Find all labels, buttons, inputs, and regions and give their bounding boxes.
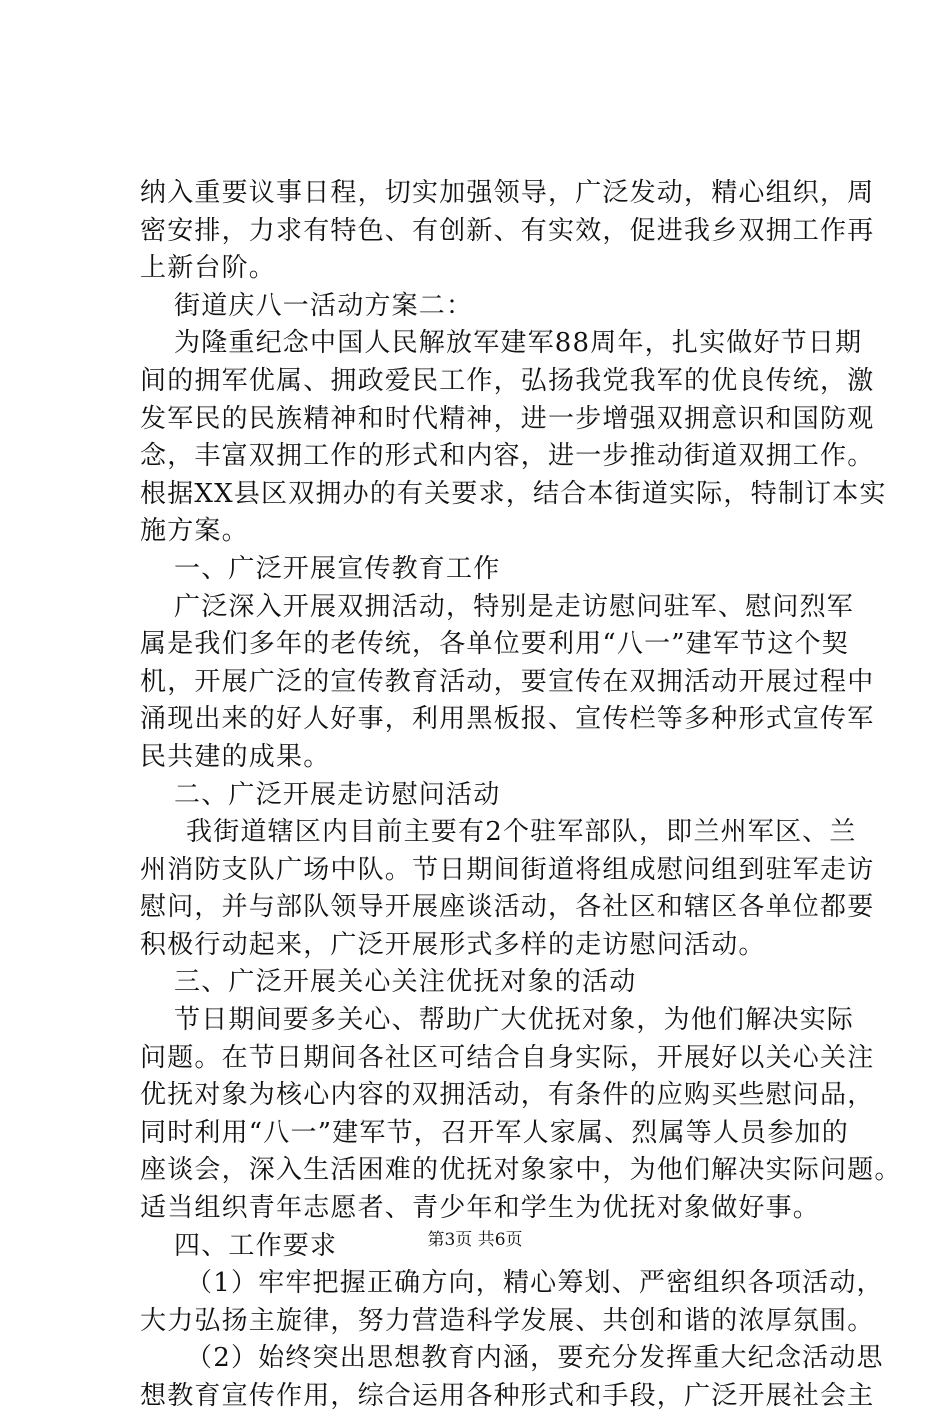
body-line: 想教育宣传作用，综合运用各种形式和手段，广泛开展社会主: [140, 1381, 875, 1411]
body-line: 同时利用“八一”建军节，召开军人家属、烈属等人员参加的: [140, 1117, 849, 1148]
body-line: 州消防支队广场中队。节日期间街道将组成慰问组到驻军走访: [140, 854, 875, 885]
body-line: 属是我们多年的老传统，各单位要利用“八一”建军节这个契: [140, 629, 849, 660]
body-line: 纳入重要议事日程，切实加强领导，广泛发动，精心组织，周: [140, 178, 875, 208]
body-line: 大力弘扬主旋律，努力营造科学发展、共创和谐的浓厚氛围。: [140, 1305, 875, 1336]
list-item: （2）始终突出思想教育内涵，要充分发挥重大纪念活动思: [186, 1343, 884, 1374]
body-line: 座谈会，深入生活困难的优抚对象家中，为他们解决实际问题。: [140, 1155, 902, 1186]
section-heading: 二、广泛开展走访慰问活动: [174, 779, 501, 810]
section-heading: 三、广泛开展关心关注优抚对象的活动: [174, 967, 637, 998]
page-number: 第3页 共6页: [427, 1230, 523, 1250]
body-line: 民共建的成果。: [140, 741, 331, 772]
body-line: 涌现出来的好人好事，利用黑板报、宣传栏等多种形式宣传军: [140, 704, 875, 735]
body-line: 上新台阶。: [140, 253, 277, 284]
body-line: 机，开展广泛的宣传教育活动，要宣传在双拥活动开展过程中: [140, 666, 875, 697]
section-heading: 一、广泛开展宣传教育工作: [174, 553, 501, 584]
body-line: 我街道辖区内目前主要有2个驻军部队，即兰州军区、兰: [186, 817, 857, 848]
body-line: 节日期间要多关心、帮助广大优抚对象，为他们解决实际: [174, 1005, 855, 1036]
body-line: 密安排，力求有特色、有创新、有实效，促进我乡双拥工作再: [140, 215, 875, 246]
body-line: 慰问，并与部队领导开展座谈活动，各社区和辖区各单位都要: [140, 892, 875, 923]
body-line: 优抚对象为核心内容的双拥活动，有条件的应购买些慰问品，: [140, 1080, 875, 1111]
body-line: 施方案。: [140, 516, 249, 547]
body-line: 广泛深入开展双拥活动，特别是走访慰问驻军、慰问烈军: [174, 591, 855, 622]
body-line: 发军民的民族精神和时代精神，进一步增强双拥意识和国防观: [140, 403, 875, 434]
body-line: 为隆重纪念中国人民解放军建军88周年，扎实做好节日期: [174, 328, 863, 359]
list-item: （1）牢牢把握正确方向，精心筹划、严密组织各项活动，: [186, 1268, 884, 1299]
body-line: 问题。在节日期间各社区可结合自身实际，开展好以关心关注: [140, 1042, 875, 1073]
body-line: 间的拥军优属、拥政爱民工作，弘扬我党我军的优良传统，激: [140, 365, 875, 396]
body-line: 积极行动起来，广泛开展形式多样的走访慰问活动。: [140, 929, 766, 960]
body-line: 根据XX县区双拥办的有关要求，结合本街道实际，特制订本实: [140, 478, 887, 509]
body-line: 念，丰富双拥工作的形式和内容，进一步推动街道双拥工作。: [140, 441, 875, 472]
body-line: 适当组织青年志愿者、青少年和学生为优抚对象做好事。: [140, 1193, 821, 1224]
section-heading: 四、工作要求: [174, 1230, 338, 1261]
section-heading: 街道庆八一活动方案二：: [174, 290, 474, 321]
